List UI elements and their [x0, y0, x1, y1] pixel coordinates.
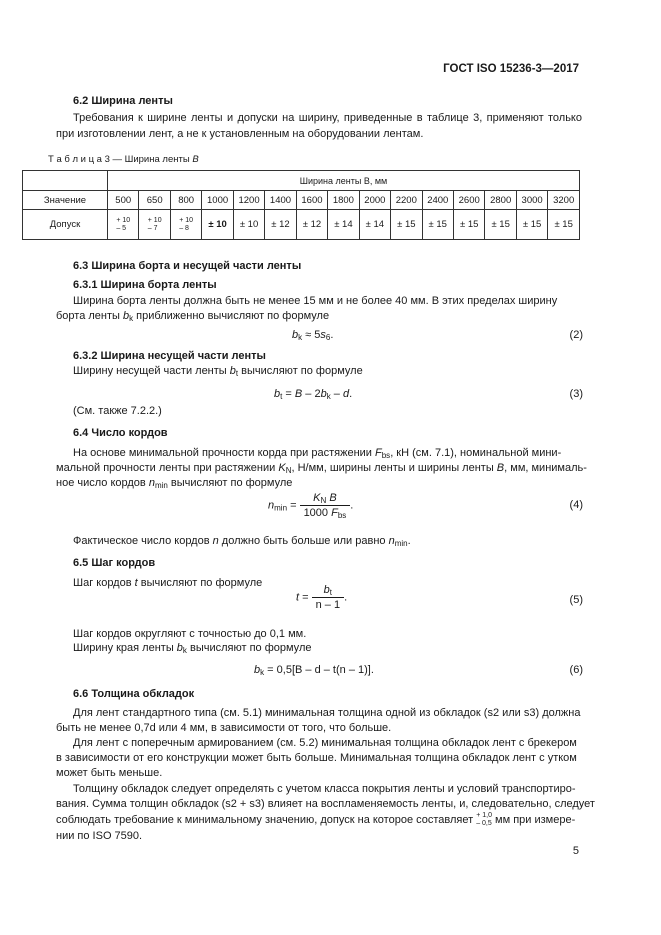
row-label-value: Значение	[23, 191, 108, 210]
section-6-6-p1-line1: Для лент стандартного типа (см. 5.1) минимальная толщина одной из обкладок (s2 или s3) должна	[73, 707, 581, 719]
equation-4-number: (4)	[569, 499, 583, 511]
tol-cell: ± 12	[296, 210, 327, 240]
text: вычисляют по формуле	[137, 577, 263, 589]
tol-cell: ± 15	[485, 210, 516, 240]
tol-cell: ± 12	[265, 210, 296, 240]
text: На основе минимальной прочности корда при растяжении	[73, 447, 375, 459]
width-cell: 1000	[202, 191, 233, 210]
text: Ширину несущей части ленты	[73, 365, 230, 377]
text: Шаг кордов	[73, 577, 135, 589]
tol-cell: ± 15	[548, 210, 580, 240]
text: борта ленты	[56, 310, 123, 322]
section-6-3-1-title: 6.3.1 Ширина борта ленты	[73, 279, 217, 291]
tol-minus: – 7	[147, 224, 158, 232]
text: Фактическое число кордов	[73, 535, 213, 547]
section-6-3-1-line1: Ширина борта ленты должна быть не менее 15 мм и не более 40 мм. В этих пределах ширину	[73, 295, 558, 307]
section-6-6-title: 6.6 Толщина обкладок	[73, 688, 195, 700]
width-cell: 1400	[265, 191, 296, 210]
text: , Н/мм, ширины ленты и ширины ленты	[291, 462, 497, 474]
section-6-4-after: Фактическое число кордов n должно быть больше или равно $n_{min}$.	[73, 535, 411, 548]
section-6-6-p2-line1: Для лент с поперечным армированием (см. 5.2) минимальная толщина обкладок лент с брекером	[73, 737, 577, 749]
text: вычисляют по формуле	[238, 365, 363, 377]
tol-cell: ± 14	[359, 210, 390, 240]
caption-var: B	[192, 154, 199, 165]
width-cell: 500	[108, 191, 139, 210]
tol-cell: ± 15	[422, 210, 453, 240]
section-6-3-title: 6.3 Ширина борта и несущей части ленты	[73, 260, 302, 272]
tol-plus: + 10	[116, 216, 131, 224]
text: должно быть больше или равно	[218, 535, 389, 547]
text: , мм, минималь-	[504, 462, 587, 474]
width-cell: 2400	[422, 191, 453, 210]
section-6-4-line1: На основе минимальной прочности корда при растяжении $F_{bs}$, кН (см. 7.1), номинальной мини-	[73, 447, 562, 460]
text: приближенно вычисляют по формуле	[133, 310, 330, 322]
tol-cell	[170, 210, 201, 240]
tol-cell	[139, 210, 170, 240]
section-6-6-p2-line3: может быть меньше.	[56, 767, 163, 779]
page-number: 5	[572, 845, 579, 857]
section-6-2-paragraph: Требования к ширине ленты и допуски на ширину, приведенные в таблице 3, применяют только при изготовлении лент, а не к установленным на оборудовании лентам.	[56, 112, 582, 140]
table-row-values	[23, 191, 580, 210]
tol-cell: ± 10	[233, 210, 264, 240]
eq5-den: n – 1	[315, 599, 341, 611]
tol-cell: ± 15	[453, 210, 484, 240]
document-code: ГОСТ ISO 15236-3—2017	[443, 63, 579, 75]
see-also-note: (См. также 7.2.2.)	[73, 405, 162, 417]
section-6-3-2-line: Ширину несущей части ленты $b_t$ вычисляют по формуле	[73, 365, 363, 378]
section-6-6-p3-line4: нии по ISO 7590.	[56, 830, 143, 842]
tol-minus: – 0,5	[476, 820, 492, 827]
width-cell: 2600	[453, 191, 484, 210]
tol-cell: ± 10	[202, 210, 233, 240]
section-6-5-line3: Ширину края ленты $b_k$ вычисляют по формуле	[73, 642, 312, 655]
tol-cell: ± 15	[516, 210, 547, 240]
width-cell: 2000	[359, 191, 390, 210]
width-cell: 3200	[548, 191, 580, 210]
eq2-rhs: ≈ 5	[302, 329, 321, 341]
section-6-5-rounding: Шаг кордов округляют с точностью до 0,1 мм.	[73, 628, 307, 640]
equation-2-number: (2)	[569, 329, 583, 341]
tol-plus: + 10	[179, 216, 194, 224]
text: соблюдать требование к минимальному значению, допуск на которое составляет	[56, 813, 477, 826]
tol-plus: + 1,0	[476, 812, 492, 819]
text: мальной прочности ленты при растяжении	[56, 462, 279, 474]
table-3-caption	[48, 154, 199, 165]
equation-6-number: (6)	[569, 664, 583, 676]
text: , кН (см. 7.1), номинальной мини-	[390, 447, 562, 459]
eq6-rhs: = 0,5[B – d – t(n – 1)].	[264, 664, 374, 676]
tol-plus: + 10	[147, 216, 162, 224]
width-cell: 1800	[328, 191, 359, 210]
text: вычисляют по формуле	[186, 642, 312, 654]
section-6-6-p3-line3	[56, 812, 575, 828]
text: Ширину края ленты	[73, 642, 177, 654]
equation-5-number: (5)	[569, 594, 583, 606]
section-6-4-line2: мальной прочности ленты при растяжении $K_N$, Н/мм, ширины ленты и ширины ленты B, мм, минималь-	[56, 462, 587, 475]
section-6-4-line3: ное число кордов $n_{min}$ вычисляют по формуле	[56, 477, 293, 490]
width-cell: 1200	[233, 191, 264, 210]
section-6-5-line1: Шаг кордов t вычисляют по формуле	[73, 577, 263, 589]
section-6-3-1-line2: борта ленты $b_k$ приближенно вычисляют по формуле	[56, 310, 330, 323]
width-cell: 2800	[485, 191, 516, 210]
equation-5: t = $\frac{b_t}{n - 1}$ .	[296, 584, 348, 611]
text: ное число кордов	[56, 477, 149, 489]
row-label-tolerance: Допуск	[23, 210, 108, 240]
tol-minus: – 8	[179, 224, 189, 232]
section-6-4-title: 6.4 Число кордов	[73, 427, 168, 439]
equation-3: $b_t = B - 2b_k - d$.	[274, 388, 353, 401]
section-6-6-p3-line1: Толщину обкладок следует определять с учетом класса покрытия ленты и условий транспортиро-	[73, 783, 576, 795]
caption-text: Т а б л и ц а 3 — Ширина ленты	[48, 154, 193, 165]
eq4-den: 1000	[303, 507, 332, 519]
table-row-tolerances	[23, 210, 580, 240]
width-cell: 800	[170, 191, 201, 210]
text: вычисляют по формуле	[167, 477, 293, 489]
equation-3-number: (3)	[569, 388, 583, 400]
width-cell: 650	[139, 191, 170, 210]
section-6-6-p3-line2: вания. Сумма толщин обкладок (s2 + s3) влияет на воспламеняемость ленты, и, следовательно, следует	[56, 798, 595, 810]
width-cell: 3000	[516, 191, 547, 210]
text: мм при измере-	[491, 813, 576, 826]
tol-minus: – 5	[116, 224, 127, 232]
section-6-6-p2-line2: в зависимости от его конструкции может быть больше. Минимальная толщина обкладок лент с утком	[56, 752, 577, 764]
group-header: Ширина ленты B, мм	[108, 171, 580, 191]
section-6-5-title: 6.5 Шаг кордов	[73, 557, 156, 569]
tol-cell: ± 15	[391, 210, 422, 240]
width-cell: 2200	[391, 191, 422, 210]
equation-6: $b_k = 0,5[B - d - t(n - 1)]$.	[254, 664, 374, 677]
width-table	[22, 170, 580, 240]
tol-cell: ± 14	[328, 210, 359, 240]
equation-2: $b_k \approx 5s_6$.	[292, 329, 334, 342]
section-6-6-p1-line2: быть не менее 0,7d или 4 мм, в зависимости от того, что больше.	[56, 722, 392, 734]
tol-cell	[108, 210, 139, 240]
section-6-2-title: 6.2 Ширина ленты	[73, 95, 173, 107]
equation-4: $n_{min}$ = $\frac{K_N B}{1000 F_{bs}}$ .	[268, 492, 354, 520]
width-cell: 1600	[296, 191, 327, 210]
section-6-3-2-title: 6.3.2 Ширина несущей части ленты	[73, 350, 266, 362]
corner-cell	[23, 171, 108, 191]
